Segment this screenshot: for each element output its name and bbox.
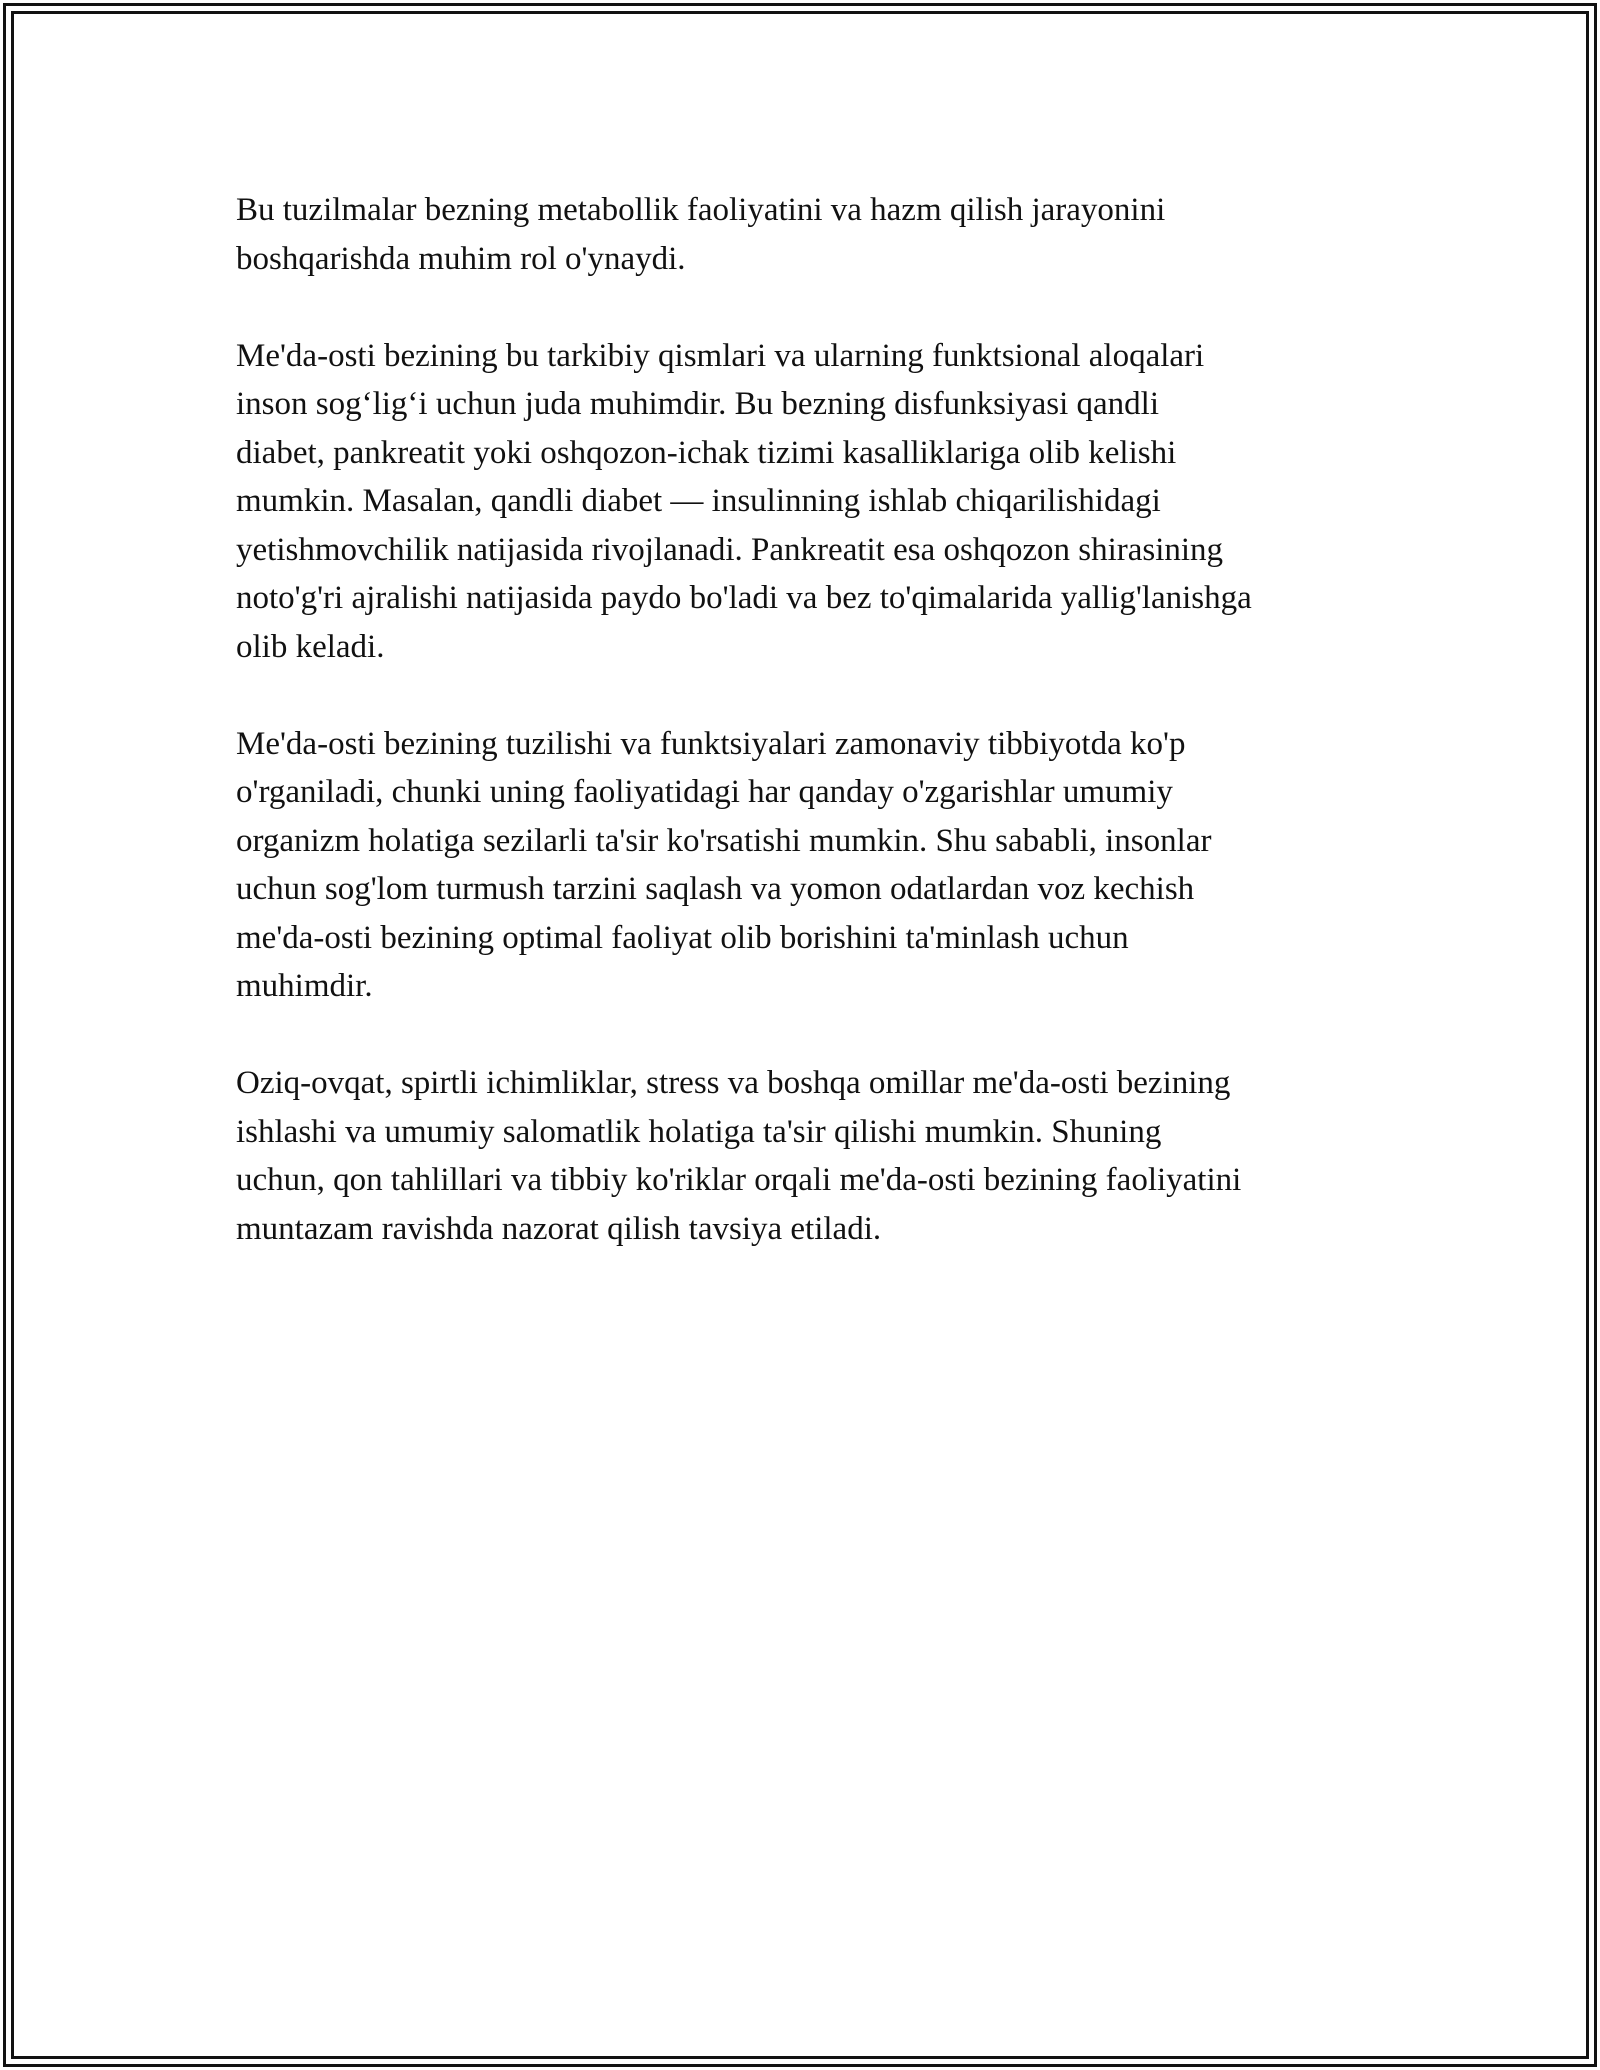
text-line: Bu tuzilmalar bezning metabollik faoliyatini va hazm qilish jarayonini: [236, 192, 1166, 228]
text-line: yetishmovchilik natijasida rivojlanadi. Pankreatit esa oshqozon shirasining: [236, 531, 1224, 568]
text-line: me'da-osti bezining optimal faoliyat olib borishini ta'minlash uchun: [236, 919, 1129, 956]
paragraph-4: [236, 1059, 1386, 1253]
text-line: muhimdir.: [236, 968, 373, 1004]
text-line: Me'da-osti bezining bu tarkibiy qismlari va ularning funktsional aloqalari: [236, 337, 1205, 374]
paragraph-2: [236, 332, 1386, 672]
text-line: mumkin. Masalan, qandli diabet — insulinning ishlab chiqarilishidagi: [236, 483, 1161, 519]
text-line: ishlashi va umumiy salomatlik holatiga ta'sir qilishi mumkin. Shuning: [236, 1113, 1162, 1150]
text-line: inson sog‘lig‘i uchun juda muhimdir. Bu bezning disfunksiyasi qandli: [236, 386, 1160, 422]
text-line: boshqarishda muhim rol o'ynaydi.: [236, 240, 686, 277]
text-line: muntazam ravishda nazorat qilish tavsiya etiladi.: [236, 1210, 882, 1247]
text-line: diabet, pankreatit yoki oshqozon-ichak tizimi kasalliklariga olib kelishi: [236, 434, 1177, 471]
text-line: Oziq-ovqat, spirtli ichimliklar, stress va boshqa omillar me'da-osti bezining: [236, 1065, 1231, 1101]
text-line: organizm holatiga sezilarli ta'sir ko'rsatishi mumkin. Shu sababli, insonlar: [236, 822, 1212, 859]
text-line: uchun sog'lom turmush tarzini saqlash va yomon odatlardan voz kechish: [236, 871, 1195, 907]
text-line: noto'g'ri ajralishi natijasida paydo bo'ladi va bez to'qimalarida yallig'lanishga: [236, 580, 1252, 616]
document-body: [236, 186, 1386, 1302]
text-line: o'rganiladi, chunki uning faoliyatidagi har qanday o'zgarishlar umumiy: [236, 774, 1173, 810]
paragraph-3: [236, 720, 1386, 1011]
text-line: Me'da-osti bezining tuzilishi va funktsiyalari zamonaviy tibbiyotda ko'p: [236, 725, 1186, 762]
text-line: uchun, qon tahlillari va tibbiy ko'riklar orqali me'da-osti bezining faoliyatini: [236, 1162, 1242, 1198]
text-line: olib keladi.: [236, 628, 385, 665]
paragraph-1: [236, 186, 1386, 283]
